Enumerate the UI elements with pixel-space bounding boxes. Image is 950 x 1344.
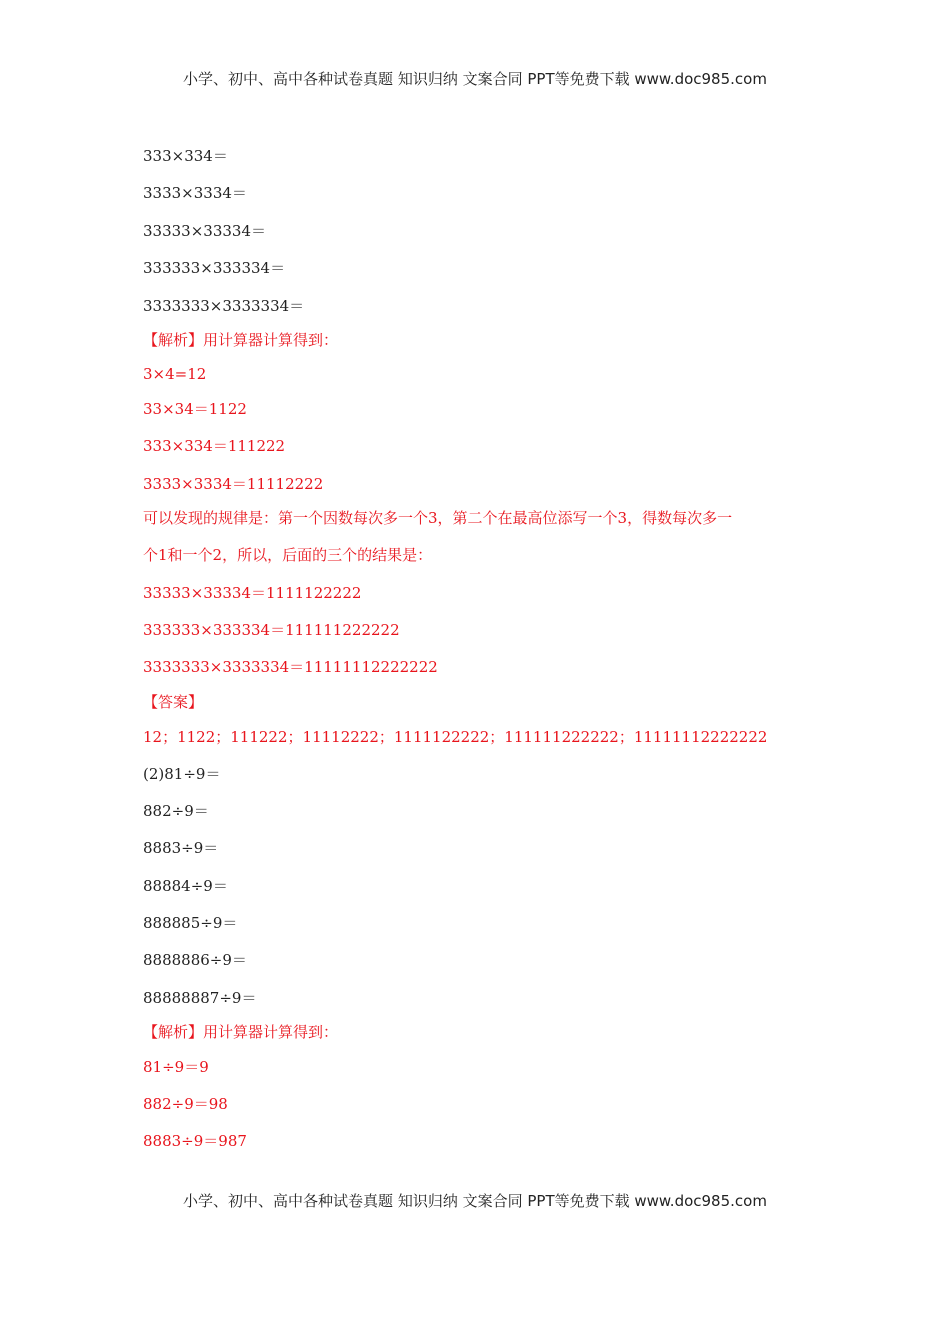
page-footer: 小学、初中、高中各种试卷真题 知识归纳 文案合同 PPT等免费下载 www.doc985.com [183, 1192, 767, 1210]
analysis-label: 【解析】用计算器计算得到： [143, 1023, 339, 1041]
derived-line: 333333×333334＝111111222222 [143, 621, 400, 639]
result-line: 81÷9＝9 [143, 1058, 209, 1076]
pattern-text: 个1和一个2，所以，后面的三个的结果是： [143, 546, 433, 564]
analysis-label: 【解析】用计算器计算得到： [143, 331, 339, 349]
question-line: (2)81÷9＝ [143, 765, 221, 783]
answer-label: 【答案】 [143, 693, 204, 711]
question-line: 333333×333334＝ [143, 259, 286, 277]
result-line: 882÷9＝98 [143, 1095, 228, 1113]
question-line: 333×334＝ [143, 147, 228, 165]
question-line: 3333×3334＝ [143, 184, 247, 202]
result-line: 3×4=12 [143, 365, 207, 383]
question-line: 888885÷9＝ [143, 914, 238, 932]
question-line: 33333×33334＝ [143, 222, 267, 240]
question-line: 88888887÷9＝ [143, 989, 257, 1007]
answer-text: 12；1122；111222；11112222；1111122222；111111222222；11111112222222 [143, 728, 768, 746]
page-header: 小学、初中、高中各种试卷真题 知识归纳 文案合同 PPT等免费下载 www.doc985.com [183, 70, 767, 88]
question-line: 3333333×3333334＝ [143, 297, 305, 315]
result-line: 3333×3334＝11112222 [143, 475, 324, 493]
question-line: 8883÷9＝ [143, 839, 219, 857]
question-line: 882÷9＝ [143, 802, 209, 820]
result-line: 33×34＝1122 [143, 400, 247, 418]
question-line: 88884÷9＝ [143, 877, 228, 895]
derived-line: 33333×33334＝1111122222 [143, 584, 362, 602]
pattern-text: 可以发现的规律是：第一个因数每次多一个3，第二个在最高位添写一个3，得数每次多一 [143, 509, 733, 527]
derived-line: 3333333×3333334＝11111112222222 [143, 658, 438, 676]
result-line: 8883÷9＝987 [143, 1132, 247, 1150]
result-line: 333×334＝111222 [143, 437, 286, 455]
question-line: 8888886÷9＝ [143, 951, 247, 969]
